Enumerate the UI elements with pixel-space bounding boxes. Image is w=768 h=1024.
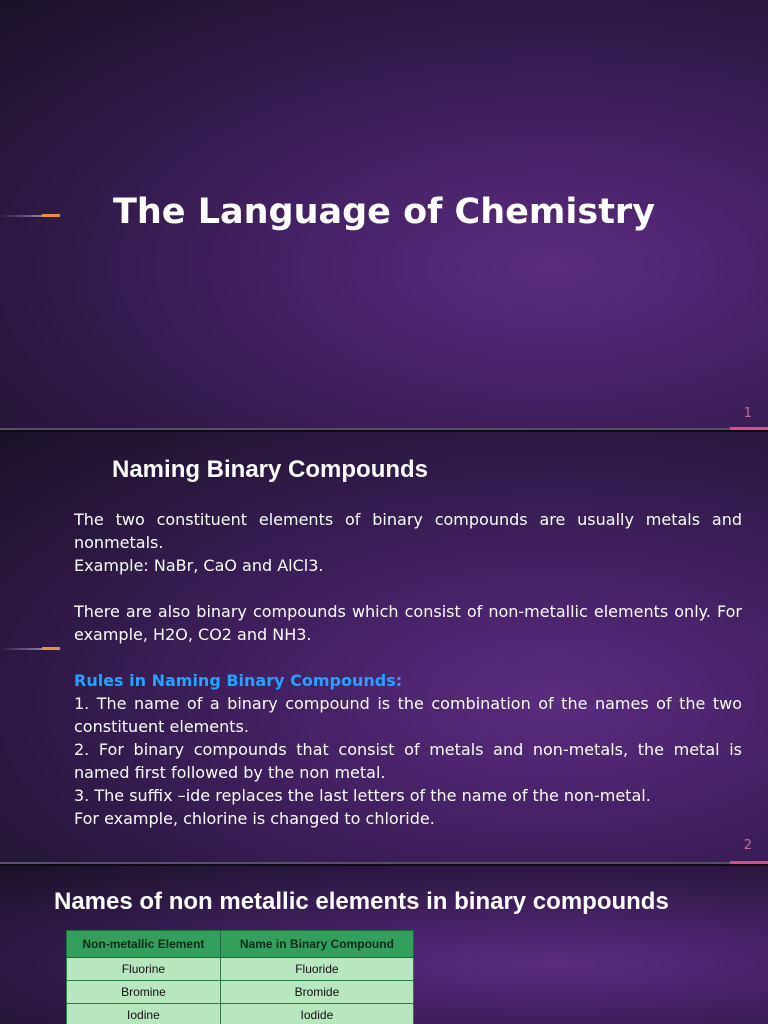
decorative-line [0,648,42,650]
table-cell: Iodide [220,1004,413,1024]
table-header-cell: Name in Binary Compound [220,931,413,958]
slide-heading: Naming Binary Compounds [112,456,429,483]
rule-1: 1. The name of a binary compound is the combination of the names of the two constituent elements. [74,694,742,736]
table-row [67,1004,414,1024]
rule-2: 2. For binary compounds that consist of metals and non-metals, the metal is named first followed by the non metal. [74,740,742,782]
element-names-table [66,930,414,1024]
table-cell: Fluorine [67,958,221,981]
slide-heading: Names of non metallic elements in binary compounds [54,888,669,915]
table-header-row [67,931,414,958]
table-cell: Bromine [67,981,221,1004]
table-cell: Fluoride [220,958,413,981]
rules-heading: Rules in Naming Binary Compounds: [74,671,403,690]
slide-3 [0,866,768,1024]
table-cell: Bromide [220,981,413,1004]
rule-3: 3. The suffix –ide replaces the last letters of the name of the non-metal. [74,786,651,805]
paragraph-1: The two constituent elements of binary compounds are usually metals and nonmetals. [74,510,742,552]
table-row [67,958,414,981]
slide-1 [0,0,768,430]
orange-accent-dash [42,647,60,650]
slide-body [74,508,742,830]
page-number: 1 [743,406,752,421]
page-number: 2 [743,838,752,853]
paragraph-2: There are also binary compounds which consist of non-metallic elements only. For example, H2O, CO2 and NH3. [74,602,742,644]
table-header-cell: Non-metallic Element [67,931,221,958]
rule-example: For example, chlorine is changed to chloride. [74,809,435,828]
paragraph-1-example: Example: NaBr, CaO and AlCl3. [74,556,324,575]
slide-2 [0,432,768,864]
table-row [67,981,414,1004]
table-cell: Iodine [67,1004,221,1024]
slide-title: The Language of Chemistry [112,192,656,232]
